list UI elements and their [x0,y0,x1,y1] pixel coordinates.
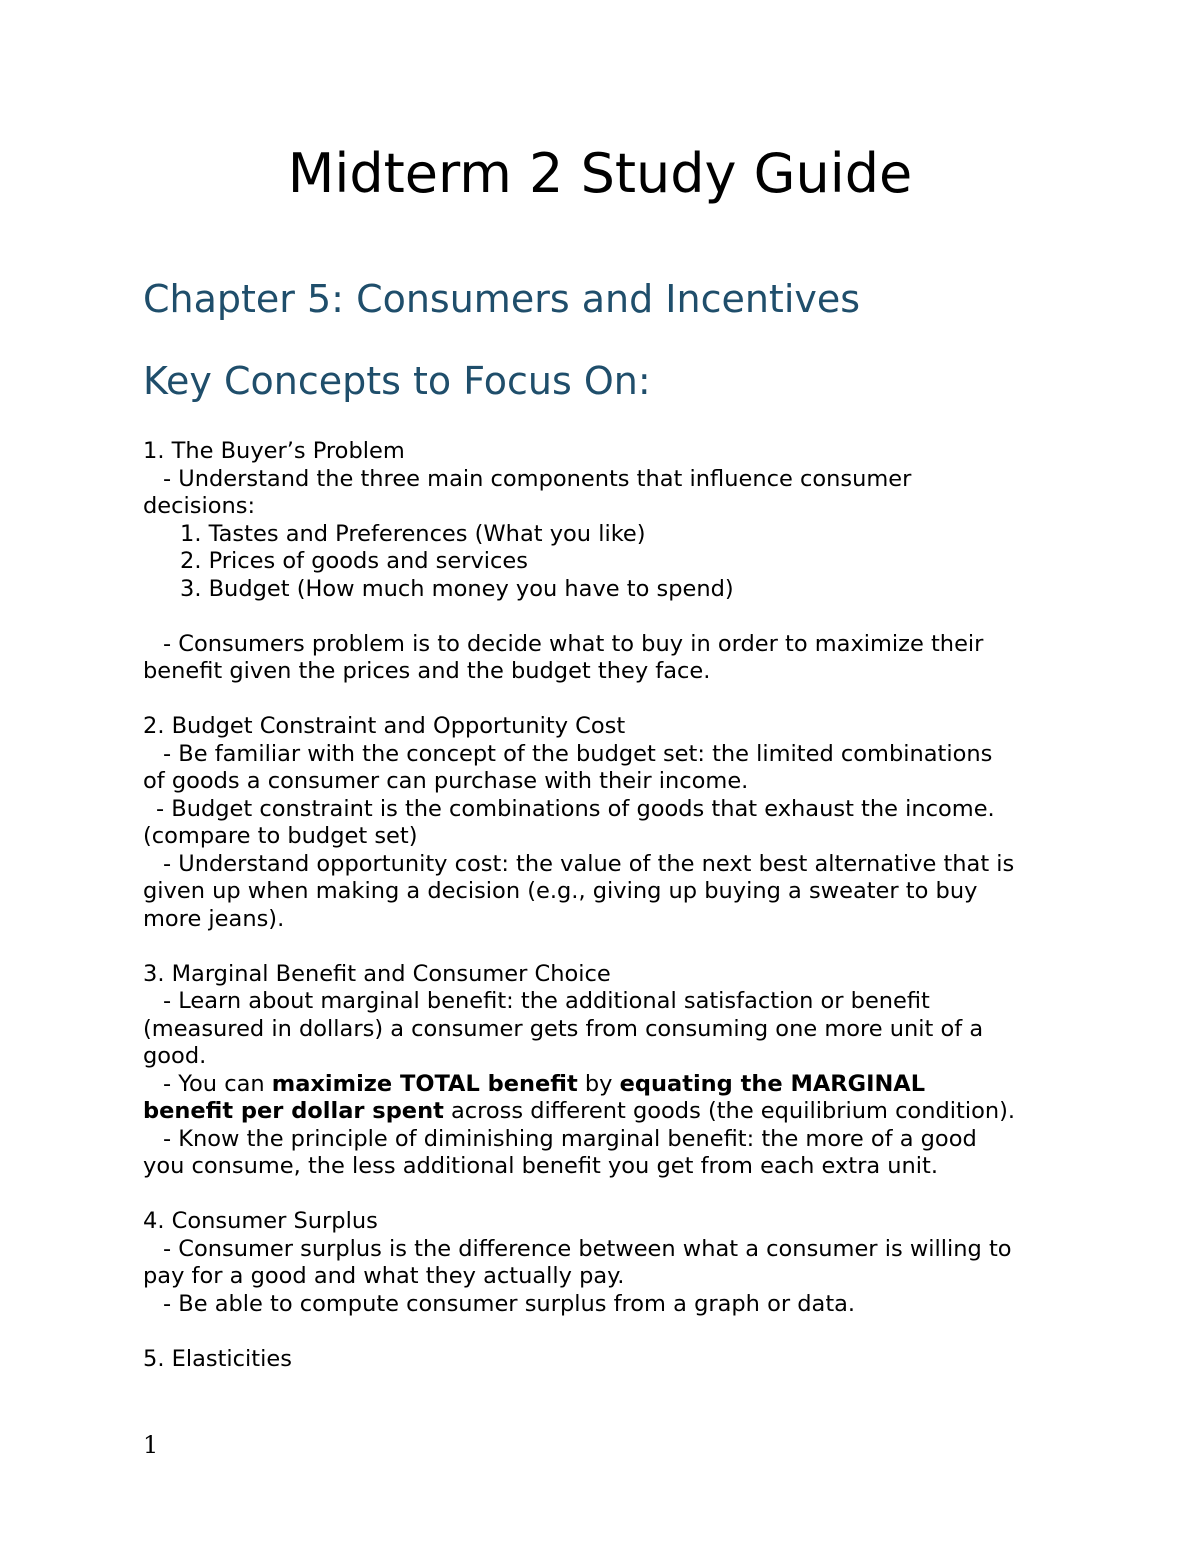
item-heading-4: 4. Consumer Surplus [143,1208,378,1234]
paragraph-line: you consume, the less additional benefit you get from each extra unit. [143,1153,939,1179]
paragraph-line: - Know the principle of diminishing marginal benefit: the more of a good [163,1125,977,1152]
blank-line [143,603,1068,631]
document-body [143,438,1068,1373]
paragraph-line: good. [143,1043,207,1069]
paragraph-line: - Understand the three main components that influence consumer [163,465,912,492]
paragraph-line: given up when making a decision (e.g., giving up buying a sweater to buy [143,878,978,904]
page-number: 1 [143,1431,159,1459]
paragraph-line: - Learn about marginal benefit: the additional satisfaction or benefit [163,988,930,1014]
chapter-heading: Chapter 5: Consumers and Incentives [143,277,861,321]
bold-text: benefit per dollar spent [143,1098,444,1124]
item-heading-3: 3. Marginal Benefit and Consumer Choice [143,960,611,987]
blank-line [143,1181,1068,1209]
paragraph-line: benefit given the prices and the budget they face. [143,658,711,684]
section-heading: Key Concepts to Focus On: [143,359,651,403]
document-title: Midterm 2 Study Guide [287,142,913,205]
bold-text: maximize TOTAL benefit [271,1070,578,1097]
paragraph-line [143,1071,1068,1099]
paragraph-line: decisions: [143,493,256,519]
paragraph-line: more jeans). [143,905,285,932]
paragraph-line: - Understand opportunity cost: the value of the next best alternative that is [163,850,1015,877]
paragraph-line: (measured in dollars) a consumer gets from consuming one more unit of a [143,1015,984,1042]
paragraph-line: - Consumer surplus is the difference between what a consumer is willing to [163,1235,1012,1262]
paragraph-line: (compare to budget set) [143,823,418,849]
paragraph-line: of goods a consumer can purchase with their income. [143,768,749,794]
paragraph-line: - Be familiar with the concept of the budget set: the limited combinations [163,740,993,767]
item-heading-2: 2. Budget Constraint and Opportunity Cost [143,713,626,739]
blank-line [143,933,1068,961]
paragraph-line: - Budget constraint is the combinations of goods that exhaust the income. [156,795,995,822]
paragraph-line: - Consumers problem is to decide what to buy in order to maximize their [163,630,984,657]
blank-line [143,686,1068,714]
paragraph-line [143,1098,1068,1126]
item-heading-5: 5. Elasticities [143,1345,292,1372]
text-run: by [577,1070,620,1097]
text-run: across different goods (the equilibrium condition). [443,1098,1016,1124]
paragraph-line: - Be able to compute consumer surplus from a graph or data. [163,1290,856,1317]
text-run: - You can [163,1070,272,1097]
paragraph-line: pay for a good and what they actually pay. [143,1263,625,1289]
list-item: 3. Budget (How much money you have to spend) [180,575,734,602]
bold-text: equating the MARGINAL [619,1070,926,1097]
item-heading-1: 1. The Buyer’s Problem [143,438,405,464]
list-item: 2. Prices of goods and services [180,548,528,574]
list-item: 1. Tastes and Preferences (What you like) [180,520,646,547]
blank-line [143,1318,1068,1346]
